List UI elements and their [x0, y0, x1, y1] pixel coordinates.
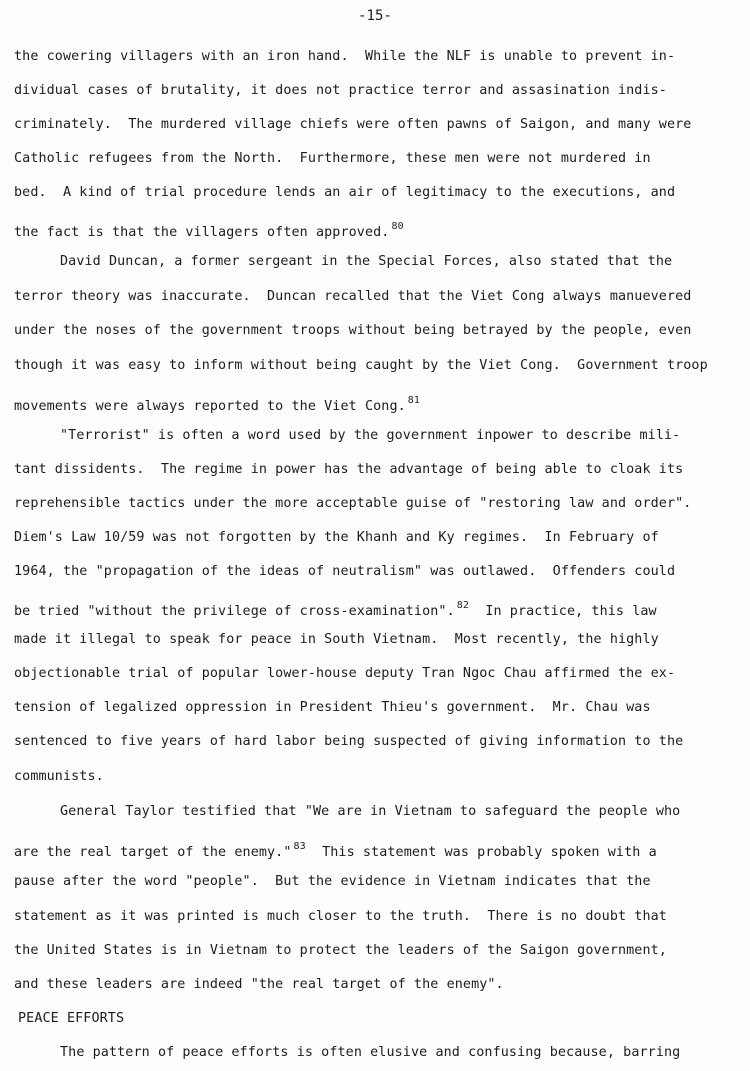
text-line: Diem's Law 10/59 was not forgotten by the Khanh and Ky regimes. In February of	[14, 530, 659, 545]
text-line: be tried "without the privilege of cross-examination". $^{82}$ In practice, this law	[14, 600, 657, 619]
text-line: the cowering villagers with an iron hand. While the NLF is unable to prevent in-	[14, 49, 676, 64]
text-line: though it was easy to inform without being caught by the Viet Cong. Government troop	[14, 358, 708, 373]
text-line: tant dissidents. The regime in power has the advantage of being able to cloak its	[14, 462, 684, 477]
footnote-marker: 81	[407, 395, 421, 406]
text-line: tension of legalized oppression in President Thieu's government. Mr. Chau was	[14, 700, 651, 715]
text-line: the United States is in Vietnam to protect the leaders of the Saigon government,	[14, 943, 667, 958]
text-line: movements were always reported to the Viet Cong. $^{81}$	[14, 395, 421, 414]
text-line: under the noses of the government troops without being betrayed by the people, even	[14, 323, 692, 338]
text-line: dividual cases of brutality, it does not practice terror and assasination indis-	[14, 83, 667, 98]
text-line: objectionable trial of popular lower-house deputy Tran Ngoc Chau affirmed the ex-	[14, 666, 676, 681]
text-line: communists.	[14, 769, 104, 784]
text-line: made it illegal to speak for peace in South Vietnam. Most recently, the highly	[14, 632, 659, 647]
text-line: bed. A kind of trial procedure lends an air of legitimacy to the executions, and	[14, 185, 676, 200]
footnote-marker: 80	[391, 221, 404, 232]
footnote-marker: 83	[293, 841, 306, 852]
text-line: the fact is that the villagers often approved. $^{80}$	[14, 221, 404, 240]
text-line: sentenced to five years of hard labor being suspected of giving information to the	[14, 734, 684, 749]
section-heading: PEACE EFFORTS	[18, 1011, 125, 1026]
text-line: pause after the word "people". But the evidence in Vietnam indicates that the	[14, 874, 651, 889]
text-line: "Terrorist" is often a word used by the government inpower to describe mili-	[60, 428, 681, 443]
page-number: -15-	[357, 8, 393, 24]
text-line: Catholic refugees from the North. Furthermore, these men were not murdered in	[14, 151, 651, 166]
text-line: statement as it was printed is much closer to the truth. There is no doubt that	[14, 909, 667, 924]
text-line: 1964, the "propagation of the ideas of neutralism" was outlawed. Offenders could	[14, 564, 676, 579]
text-line: are the real target of the enemy." $^{83}$ This statement was probably spoken with a	[14, 841, 657, 860]
text-line: David Duncan, a former sergeant in the Special Forces, also stated that the	[60, 254, 673, 269]
text-line: reprehensible tactics under the more acceptable guise of "restoring law and order".	[14, 496, 692, 511]
text-line: The pattern of peace efforts is often elusive and confusing because, barring	[60, 1045, 681, 1060]
text-line: terror theory was inaccurate. Duncan recalled that the Viet Cong always manuevered	[14, 289, 692, 304]
text-line: criminately. The murdered village chiefs were often pawns of Saigon, and many were	[14, 117, 692, 132]
text-line: General Taylor testified that "We are in Vietnam to safeguard the people who	[60, 804, 681, 819]
footnote-marker: 82	[456, 600, 469, 611]
text-line: and these leaders are indeed "the real target of the enemy".	[14, 977, 504, 992]
